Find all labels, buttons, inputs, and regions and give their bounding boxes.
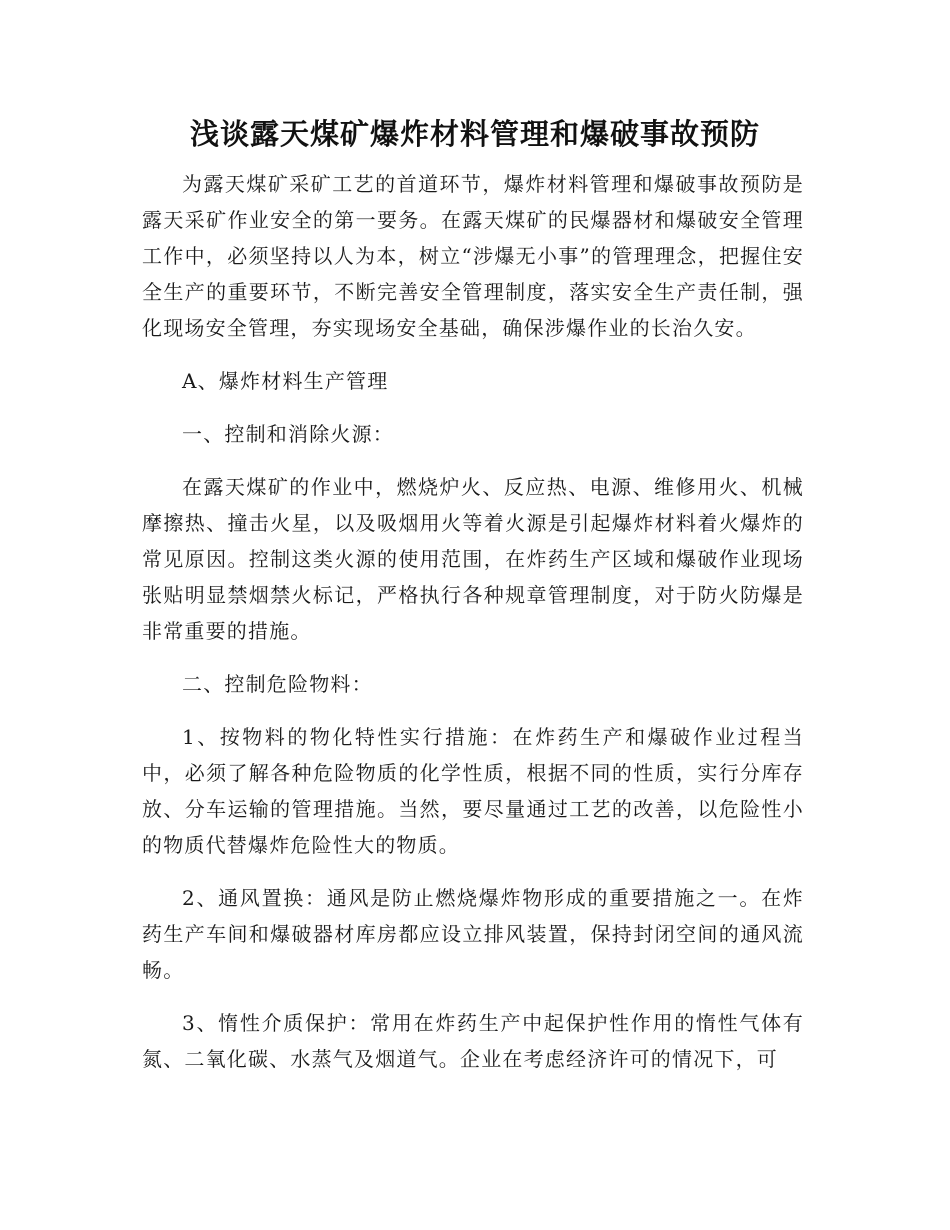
section-heading-a: A、爆炸材料生产管理 xyxy=(182,369,389,393)
ventilation-paragraph: 2、通风置换：通风是防止燃烧爆炸物形成的重要措施之一。在炸药生产车间和爆破器材库房都应设立排风装置，保持封闭空间的通风流畅。 xyxy=(142,886,804,982)
inert-medium-paragraph: 3、惰性介质保护：常用在炸药生产中起保护性作用的惰性气体有氮、二氧化碳、水蒸气及烟道气。企业在考虑经济许可的情况下，可 xyxy=(142,1011,804,1071)
fire-source-paragraph: 在露天煤矿的作业中，燃烧炉火、反应热、电源、维修用火、机械摩擦热、撞击火星，以及吸烟用火等着火源是引起爆炸材料着火爆炸的常见原因。控制这类火源的使用范围，在炸药生产区域和爆破作业现场张贴明显禁烟禁火标记，严格执行各种规章管理制度，对于防火防爆是非常重要的措施。 xyxy=(142,475,804,643)
subsection-heading-2: 二、控制危险物料： xyxy=(182,672,373,696)
subsection-heading-1: 一、控制和消除火源： xyxy=(182,422,394,446)
material-measures-paragraph: 1、按物料的物化特性实行措施：在炸药生产和爆破作业过程当中，必须了解各种危险物质的化学性质，根据不同的性质，实行分库存放、分车运输的管理措施。当然，要尽量通过工艺的改善，以危险性小的物质代替爆炸危险性大的物质。 xyxy=(142,725,804,857)
document-body xyxy=(142,166,804,1094)
document-title: 浅谈露天煤矿爆炸材料管理和爆破事故预防 xyxy=(189,117,760,151)
intro-paragraph: 为露天煤矿采矿工艺的首道环节，爆炸材料管理和爆破事故预防是露天采矿作业安全的第一要务。在露天煤矿的民爆器材和爆破安全管理工作中，必须坚持以人为本，树立“涉爆无小事”的管理理念，把握住安全生产的重要环节，不断完善安全管理制度，落实安全生产责任制，强化现场安全管理，夯实现场安全基础，确保涉爆作业的长治久安。 xyxy=(142,172,804,340)
